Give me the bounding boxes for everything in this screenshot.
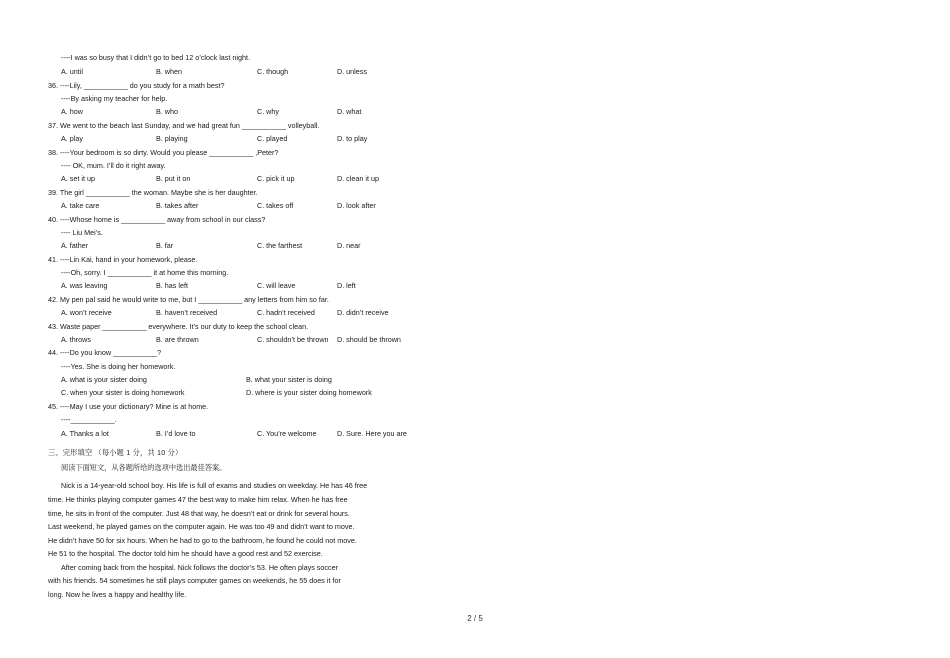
cloze-line: time, he sits in front of the computer. Just 48 that way, he doesn’t eat or drink for several hours. [48,509,350,518]
cloze-line: After coming back from the hospital. Nick follows the doctor’s 53. He often plays soccer [61,563,338,572]
question-41-sub: ----Oh, sorry. I ___________ it at home this morning. [61,268,229,277]
option-b[interactable]: B. has left [156,281,188,290]
option-b[interactable]: B. haven’t received [156,308,218,317]
question-35-tail: ----I was so busy that I didn’t go to bed 12 o’clock last night. [61,53,250,62]
cloze-line: with his friends. 54 sometimes he still plays computer games on weekends, he 55 does it for [48,576,341,585]
cloze-line: long. Now he lives a happy and healthy life. [48,590,187,599]
option-a[interactable]: A. what is your sister doing [61,375,147,384]
section-3-title: 三、完形填空 （每小题 1 分，共 10 分） [48,448,183,457]
question-45-sub: ----___________. [61,415,117,424]
question-40-stem: 40. ----Whose home is ___________ away from school in our class? [48,215,266,224]
option-d[interactable]: D. what [337,107,362,116]
section-3-instruction: 阅读下面短文，从各题所给的选项中选出最佳答案。 [61,463,227,472]
option-a[interactable]: A. throws [61,335,91,344]
question-45-stem: 45. ----May I use your dictionary? Mine is at home. [48,402,209,411]
option-b[interactable]: B. who [156,107,178,116]
option-a[interactable]: A. won’t receive [61,308,112,317]
option-d[interactable]: D. should be thrown [337,335,401,344]
option-b[interactable]: B. far [156,241,174,250]
question-39-stem: 39. The girl ___________ the woman. Maybe she is her daughter. [48,188,258,197]
cloze-line: Nick is a 14-year-old school boy. His life is full of exams and studies on weekday. He has 46 free [61,481,368,490]
option-b[interactable]: B. put it on [156,174,191,183]
option-a[interactable]: A. until [61,67,83,76]
option-c[interactable]: C. though [257,67,289,76]
cloze-line: time. He thinks playing computer games 47 the best way to make him relax. When he has free [48,495,348,504]
question-44-stem: 44. ----Do you know ___________? [48,348,162,357]
question-36-stem: 36. ----Lily, ___________ do you study for a math best? [48,81,225,90]
question-36-sub: ----By asking my teacher for help. [61,94,168,103]
option-a[interactable]: A. set it up [61,174,95,183]
cloze-line: He didn’t have 50 for six hours. When he had to go to the bathroom, he found he could not move. [48,536,357,545]
option-a[interactable]: A. play [61,134,83,143]
option-d[interactable]: D. left [337,281,356,290]
question-41-stem: 41. ----Lin Kai, hand in your homework, please. [48,255,198,264]
option-c[interactable]: C. why [257,107,279,116]
option-a[interactable]: A. Thanks a lot [61,429,109,438]
cloze-line: He 51 to the hospital. The doctor told him he should have a good rest and 52 exercise. [48,549,323,558]
option-a[interactable]: A. take care [61,201,100,210]
option-b[interactable]: B. are thrown [156,335,199,344]
option-b[interactable]: B. when [156,67,182,76]
option-c[interactable]: C. shouldn’t be thrown [257,335,329,344]
option-a[interactable]: A. was leaving [61,281,108,290]
option-c[interactable]: C. played [257,134,288,143]
option-c[interactable]: C. when your sister is doing homework [61,388,185,397]
question-44-sub: ----Yes. She is doing her homework. [61,362,176,371]
option-c[interactable]: C. the farthest [257,241,303,250]
option-b[interactable]: B. what your sister is doing [246,375,332,384]
option-c[interactable]: C. takes off [257,201,294,210]
option-c[interactable]: C. pick it up [257,174,295,183]
option-b[interactable]: B. takes after [156,201,199,210]
option-c[interactable]: C. hadn’t received [257,308,315,317]
page-number: 2 / 5 [467,614,483,623]
option-d[interactable]: D. didn’t receive [337,308,389,317]
option-b[interactable]: B. playing [156,134,188,143]
option-d[interactable]: D. to play [337,134,368,143]
question-38-stem: 38. ----Your bedroom is so dirty. Would you please ___________ ,Peter? [48,148,279,157]
question-38-sub: ---- OK, mum. I’ll do it right away. [61,161,166,170]
option-d[interactable]: D. where is your sister doing homework [246,388,372,397]
option-c[interactable]: C. You’re welcome [257,429,317,438]
option-d[interactable]: D. clean it up [337,174,379,183]
question-43-stem: 43. Waste paper ___________ everywhere. It’s our duty to keep the school clean. [48,322,309,331]
option-c[interactable]: C. will leave [257,281,296,290]
question-40-sub: ---- Liu Mei’s. [61,228,103,237]
cloze-line: Last weekend, he played games on the computer again. He was too 49 and didn’t want to move. [48,522,355,531]
question-42-stem: 42. My pen pal said he would write to me, but I ___________ any letters from him so far. [48,295,329,304]
option-d[interactable]: D. Sure. Here you are [337,429,407,438]
question-37-stem: 37. We went to the beach last Sunday, and we had great fun ___________ volleyball. [48,121,320,130]
option-a[interactable]: A. how [61,107,83,116]
option-a[interactable]: A. father [61,241,89,250]
option-d[interactable]: D. near [337,241,361,250]
option-d[interactable]: D. unless [337,67,367,76]
option-b[interactable]: B. I’d love to [156,429,196,438]
option-d[interactable]: D. look after [337,201,376,210]
